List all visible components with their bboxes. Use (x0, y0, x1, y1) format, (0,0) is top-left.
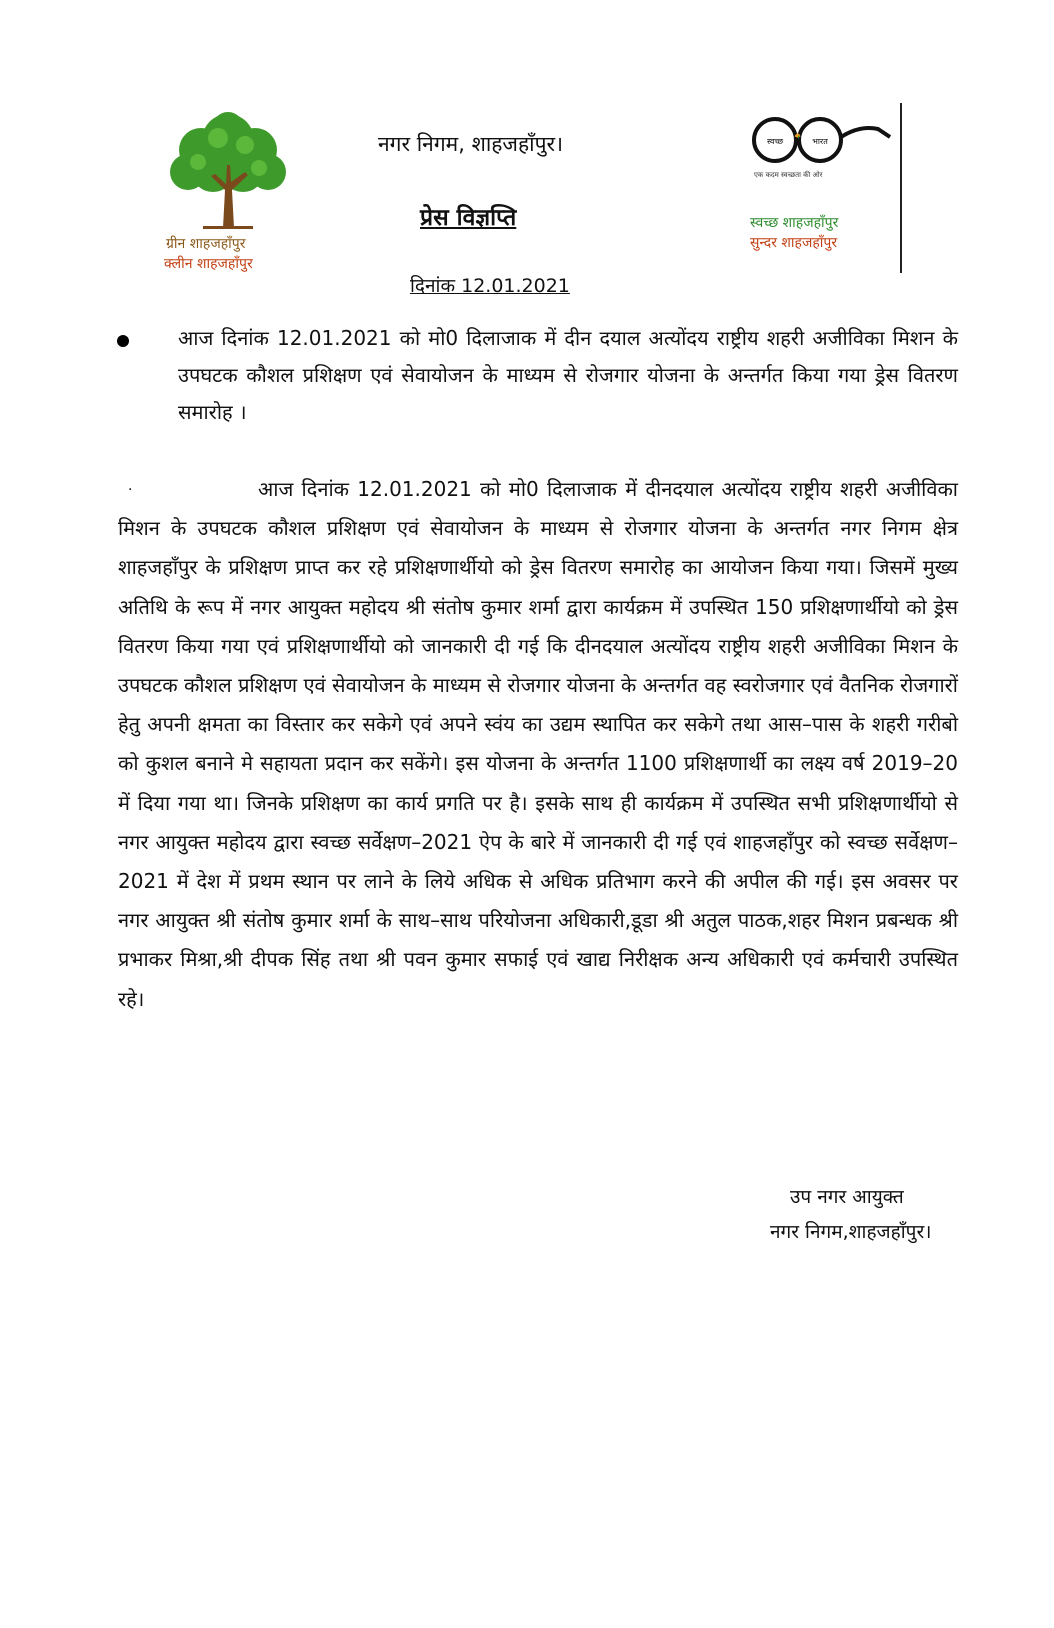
glasses-icon (750, 105, 900, 175)
page-title: प्रेस विज्ञप्ति (420, 205, 517, 231)
body-paragraph: आज दिनांक 12.01.2021 को मो0 दिलाजाक में दीनदयाल अत्योंदय राष्ट्रीय शहरी अजीविका मिशन के उपघटक कौशल प्रशिक्षण एवं सेवायोजन के माध्यम से रोजगार योजना के अन्तर्गत नगर निगम क्षेत्र शाहजहाँपुर के प्रशिक्षण प्राप्त कर रहे प्रशिक्षणार्थीयो को ड्रेस वितरण समारोह का आयोजन किया गया। जिसमें मुख्य अतिथि के रूप में नगर आयुक्त महोदय श्री संतोष कुमार शर्मा द्वारा कार्यक्रम में उपस्थित 150 प्रशिक्षणार्थीयो को ड्रेस वितरण किया गया एवं प्रशिक्षणार्थीयो को जानकारी दी गई कि दीनदयाल अत्योंदय राष्ट्रीय शहरी अजीविका मिशन के उपघटक कौशल प्रशिक्षण एवं सेवायोजन के माध्यम से रोजगार योजना के अन्तर्गत वह स्वरोजगार एवं वैतनिक रोजगारों हेतु अपनी क्षमता का विस्तार कर सकेगे एवं अपने स्वंय का उद्यम स्थापित कर सकेगे तथा आस–पास के शहरी गरीबो को कुशल बनाने मे सहायता प्रदान कर सकेंगे। इस योजना के अन्तर्गत 1100 प्रशिक्षणार्थी का लक्ष्य वर्ष 2019–20 में दिया गया था। जिनके प्रशिक्षण का कार्य प्रगति पर है। इसके साथ ही कार्यक्रम में उपस्थित सभी प्रशिक्षणार्थीयो से नगर आयुक्त महोदय द्वारा स्वच्छ सर्वेक्षण–2021 ऐप के बारे में जानकारी दी गई एवं शाहजहाँपुर को स्वच्छ सर्वेक्षण–2021 में देश में प्रथम स्थान पर लाने के लिये अधिक से अधिक प्रतिभाग करने की अपील की गई। इस अवसर पर नगर आयुक्त श्री संतोष कुमार शर्मा के साथ–साथ परियोजना अधिकारी,डूडा श्री अतुल पाठक,शहर मिशन प्रबन्धक श्री प्रभाकर मिश्रा,श्री दीपक सिंह तथा श्री पवन कुमार सफाई एवं खाद्य निरीक्षक अन्य अधिकारी एवं कर्मचारी उपस्थित रहे। (118, 477, 958, 1011)
green-shahjahanpur-logo (158, 110, 308, 280)
logo-text-clean: क्लीन शाहजहाँपुर (164, 256, 253, 272)
organization-name: नगर निगम, शाहजहाँपुर। (378, 132, 564, 156)
logo-text-sundar: सुन्दर शाहजहाँपुर (750, 235, 838, 251)
tree-icon (163, 110, 293, 230)
date-line: दिनांक 12.01.2021 (410, 275, 570, 297)
logo-text-swachh: स्वच्छ शाहजहाँपुर (750, 215, 839, 231)
logo-text-green: ग्रीन शाहजहाँपुर (166, 236, 246, 252)
signatory-organization: नगर निगम,शाहजहाँपुर। (770, 1221, 932, 1243)
paragraph-marker: . (128, 478, 133, 494)
glasses-left-label: स्वच्छ (766, 137, 784, 146)
swachh-tagline: एक कदम स्वच्छता की ओर (754, 171, 823, 179)
swachh-bharat-logo (750, 105, 910, 275)
vertical-divider (900, 103, 902, 273)
bullet-icon (117, 335, 129, 347)
glasses-right-label: भारत (812, 137, 828, 146)
signatory-title: उप नगर आयुक्त (790, 1186, 904, 1208)
summary-bullet: आज दिनांक 12.01.2021 को मो0 दिलाजाक में दीन दयाल अत्योंदय राष्ट्रीय शहरी अजीविका मिशन के उपघटक कौशल प्रशिक्षण एवं सेवायोजन के माध्यम से रोजगार योजना के अन्तर्गत किया गया ड्रेस वितरण समारोह । (178, 326, 958, 424)
